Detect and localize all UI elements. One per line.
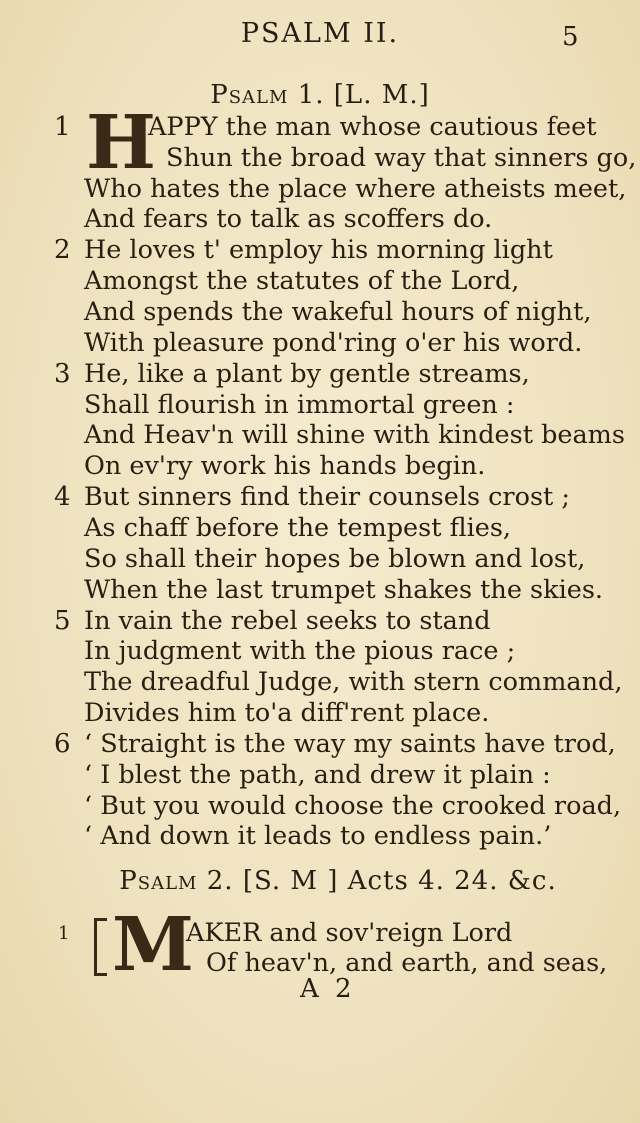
ornamental-bracket bbox=[94, 918, 107, 976]
verse-line: He, like a plant by gentle streams, bbox=[84, 359, 530, 389]
verse-line: And Heav'n will shine with kindest beams bbox=[84, 420, 625, 450]
psalm-2-heading-meter: 2. [S. M ] Acts 4. 24. &c. bbox=[206, 866, 557, 896]
verse-line: He loves t' employ his morning light bbox=[84, 235, 553, 265]
drop-cap: H bbox=[86, 100, 156, 186]
verse-line: Amongst the statutes of the Lord, bbox=[84, 266, 520, 296]
signature-mark: A 2 bbox=[300, 974, 356, 1004]
verse-line: Divides him to'a diff'rent place. bbox=[84, 698, 490, 728]
psalm-2-heading-label: Psalm bbox=[119, 866, 198, 896]
running-head: PSALM II. bbox=[240, 18, 400, 49]
verse-line: So shall their hopes be blown and lost, bbox=[84, 544, 586, 574]
verse-line: But sinners find their counsels crost ; bbox=[84, 482, 571, 512]
verse-line: With pleasure pond'ring o'er his word. bbox=[84, 328, 583, 358]
verse-line: And fears to talk as scoffers do. bbox=[84, 204, 493, 234]
verse-line: In judgment with the pious race ; bbox=[84, 636, 516, 666]
verse-line: ‘ But you would choose the crooked road, bbox=[84, 791, 622, 821]
verse-line: The dreadful Judge, with stern command, bbox=[84, 667, 623, 697]
verse-number: 6 bbox=[54, 729, 71, 759]
verse-line: When the last trumpet shakes the skies. bbox=[84, 575, 604, 605]
verse-line: ‘ And down it leads to endless pain.’ bbox=[84, 821, 552, 851]
verse-line: Shun the broad way that sinners go, bbox=[166, 143, 637, 173]
drop-cap: M bbox=[112, 902, 194, 988]
verse-line: Of heav'n, and earth, and seas, bbox=[206, 948, 608, 978]
verse-line: AKER and sov'reign Lord bbox=[186, 918, 513, 948]
verse-number: 4 bbox=[54, 482, 71, 512]
verse-line: Who hates the place where atheists meet, bbox=[84, 174, 627, 204]
verse-number: 1 bbox=[58, 923, 70, 944]
verse-line: Shall flourish in immortal green : bbox=[84, 390, 515, 420]
verse-line: In vain the rebel seeks to stand bbox=[84, 606, 491, 636]
verse-line: ‘ I blest the path, and drew it plain : bbox=[84, 760, 551, 790]
psalm-1-heading-label: Psalm bbox=[210, 80, 289, 110]
verse-line: On ev'ry work his hands begin. bbox=[84, 451, 486, 481]
verse-number: 3 bbox=[54, 359, 71, 389]
verse-number: 5 bbox=[54, 606, 71, 636]
psalm-1-heading-meter: 1. [L. M.] bbox=[297, 80, 430, 110]
psalm-2-heading bbox=[18, 866, 640, 896]
verse-line: As chaff before the tempest flies, bbox=[84, 513, 512, 543]
page-number: 5 bbox=[562, 22, 579, 52]
verse-line: ‘ Straight is the way my saints have trod, bbox=[84, 729, 616, 759]
verse-line: And spends the wakeful hours of night, bbox=[84, 297, 592, 327]
verse-line: APPY the man whose cautious feet bbox=[148, 112, 597, 142]
verse-number: 2 bbox=[54, 235, 71, 265]
verse-number: 1 bbox=[54, 112, 71, 142]
